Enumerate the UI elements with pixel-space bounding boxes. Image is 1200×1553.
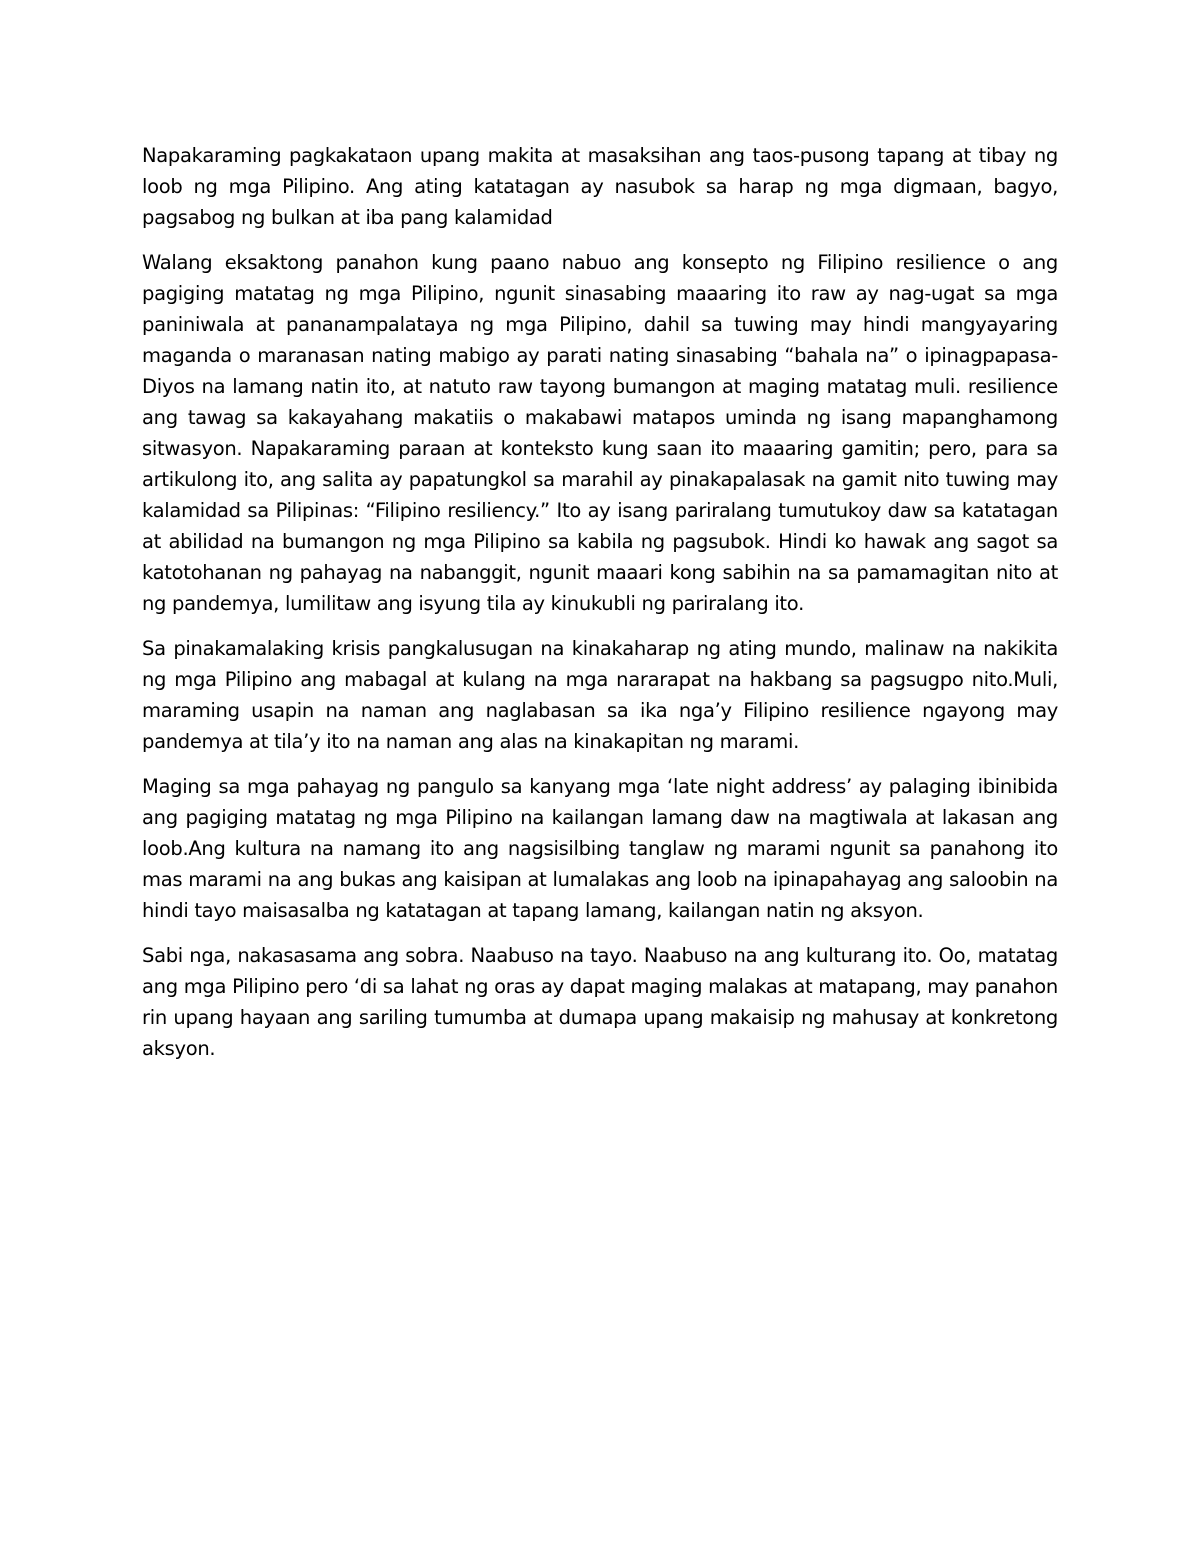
paragraph-2: Walang eksaktong panahon kung paano nabuo ang konsepto ng Filipino resilience o ang pagiging matatag ng mga Pilipino, ngunit sinasabing maaaring ito raw ay nag-ugat sa mga paniniwala at pananampalataya ng mga Pilipino, dahil sa tuwing may hindi mangyayaring maganda o maranasan nating mabigo ay parati nating sinasabing “bahala na” o ipinagpapasa-Diyos na lamang natin ito, at natuto raw tayong bumangon at maging matatag muli. resilience ang tawag sa kakayahang makatiis o makabawi matapos uminda ng isang mapanghamong sitwasyon. Napakaraming paraan at konteksto kung saan ito maaaring gamitin; pero, para sa artikulong ito, ang salita ay papatungkol sa marahil ay pinakapalasak na gamit nito tuwing may kalamidad sa Pilipinas: “Filipino resiliency.” Ito ay isang pariralang tumutukoy daw sa katatagan at abilidad na bumangon ng mga Pilipino sa kabila ng pagsubok. Hindi ko hawak ang sagot sa katotohanan ng pahayag na nabanggit, ngunit maaari kong sabihin na sa pamamagitan nito at ng pandemya, lumilitaw ang isyung tila ay kinukubli ng pariralang ito. xyxy=(142,251,1058,615)
document-body xyxy=(142,140,1058,1078)
paragraph-5: Sabi nga, nakasasama ang sobra. Naabuso na tayo. Naabuso na ang kulturang ito. Oo, matatag ang mga Pilipino pero ‘di sa lahat ng oras ay dapat maging malakas at matapang, may panahon rin upang hayaan ang sariling tumumba at dumapa upang makaisip ng mahusay at konkretong aksyon. xyxy=(142,944,1058,1060)
paragraph-4: Maging sa mga pahayag ng pangulo sa kanyang mga ‘late night address’ ay palaging ibinibida ang pagiging matatag ng mga Pilipino na kailangan lamang daw na magtiwala at lakasan ang loob.Ang kultura na namang ito ang nagsisilbing tanglaw ng marami ngunit sa panahong ito mas marami na ang bukas ang kaisipan at lumalakas ang loob na ipinapahayag ang saloobin na hindi tayo maisasalba ng katatagan at tapang lamang, kailangan natin ng aksyon. xyxy=(142,775,1058,922)
paragraph-3: Sa pinakamalaking krisis pangkalusugan na kinakaharap ng ating mundo, malinaw na nakikita ng mga Pilipino ang mabagal at kulang na mga nararapat na hakbang sa pagsugpo nito.Muli, maraming usapin na naman ang naglabasan sa ika nga’y Filipino resilience ngayong may pandemya at tila’y ito na naman ang alas na kinakapitan ng marami. xyxy=(142,637,1058,753)
paragraph-1: Napakaraming pagkakataon upang makita at masaksihan ang taos-pusong tapang at tibay ng loob ng mga Pilipino. Ang ating katatagan ay nasubok sa harap ng mga digmaan, bagyo, pagsabog ng bulkan at iba pang kalamidad xyxy=(142,144,1058,229)
